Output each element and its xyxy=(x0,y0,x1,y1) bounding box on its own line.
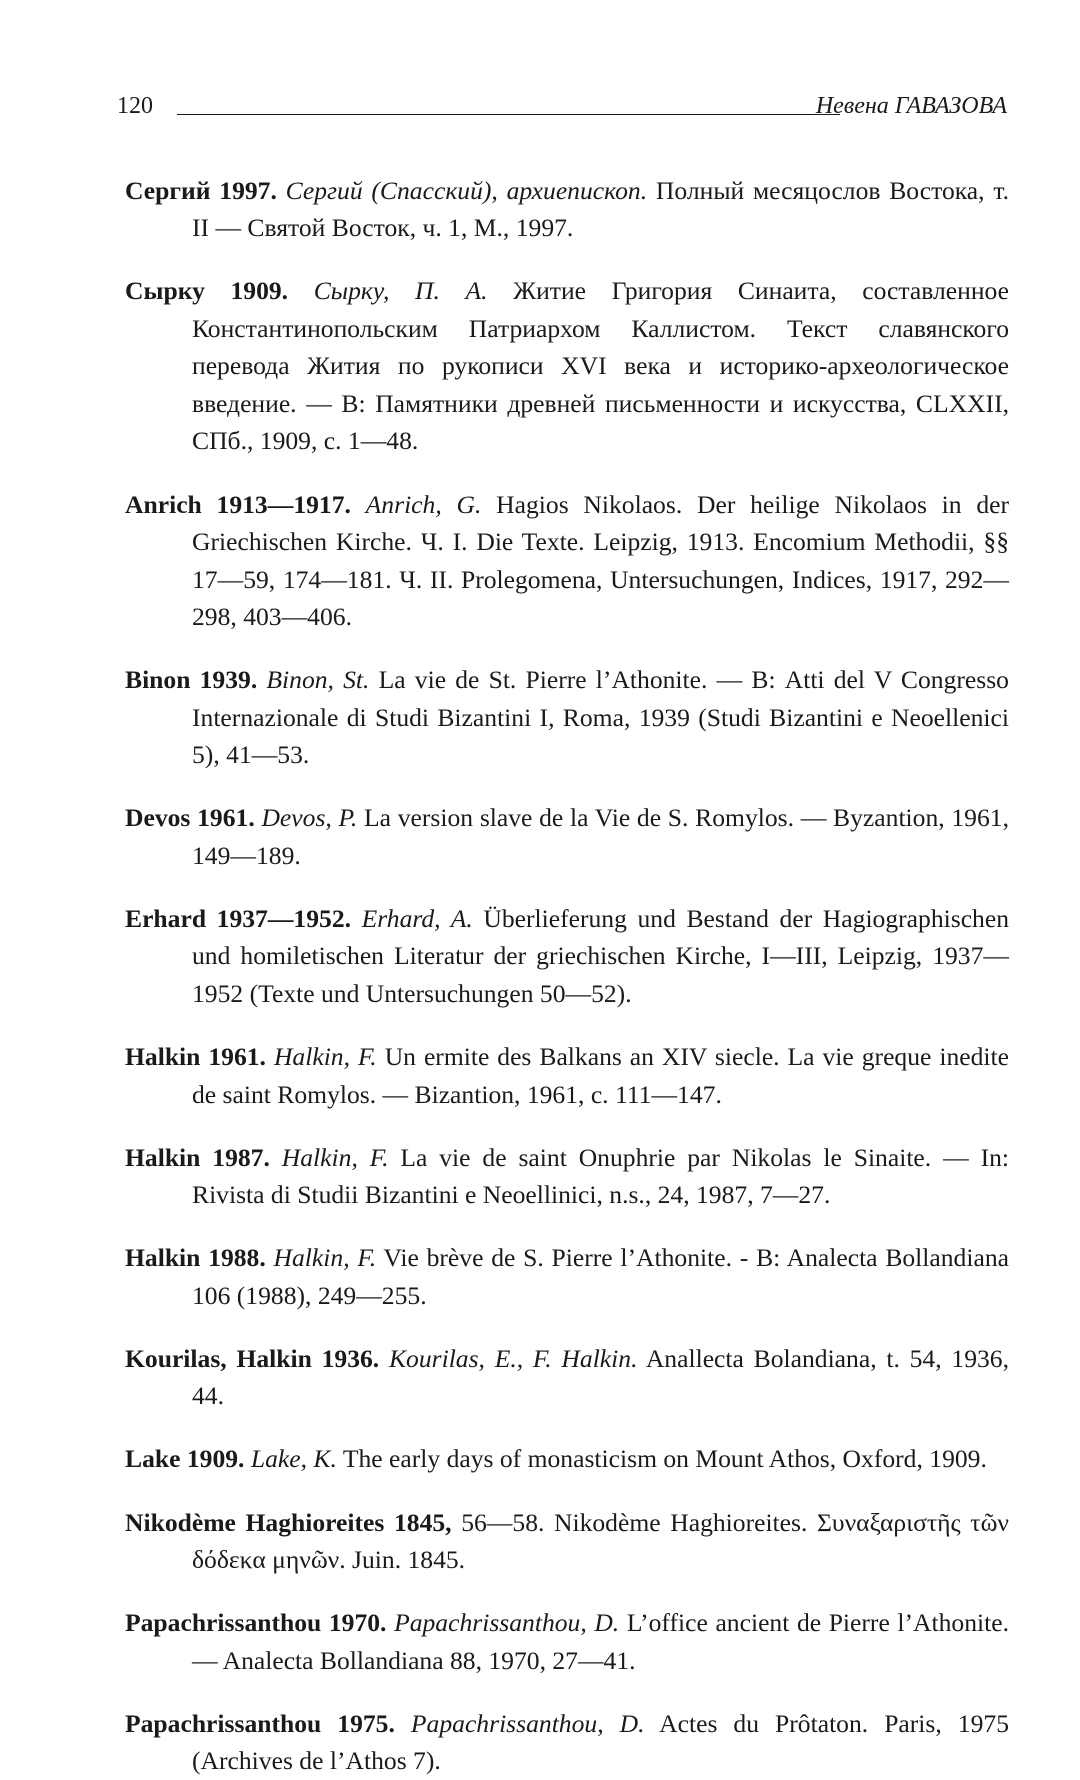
entry-key: Сергий 1997. xyxy=(125,175,277,205)
entry-author: Сергий (Спасский), архиепископ. xyxy=(285,175,648,205)
entry-text: The early days of monasticism on Mount Athos, Oxford, 1909. xyxy=(342,1444,987,1474)
bibliography-entry xyxy=(125,486,1009,636)
bibliography-list xyxy=(125,146,1009,1780)
entry-text: Un ermite des Balkans an XIV siecle. La vie greque inedite de saint Romylos. — Bizantion, 1961, c. 111—147. xyxy=(192,1042,1010,1109)
entry-text: Hagios Nikolaos. Der heilige Nikolaos in der Griechischen Kirche. Ч. I. Die Texte. Leipzig, 1913. Encomium Methodii, §§ 17—59, 174—181. Ч. II. Prolegomena, Untersuchungen, Indices, 1917, 292—298, 403—406. xyxy=(192,489,1010,632)
bibliography-entry xyxy=(125,661,1009,774)
entry-text: La version slave de la Vie de S. Romylos. — Byzantion, 1961, 149—189. xyxy=(192,803,1009,870)
entry-text: 56—58. Nikodème Haghioreites. Συναξαριστῆς τῶν δόδεκα μηνῶν. Juin. 1845. xyxy=(192,1507,1010,1575)
entry-key: Papachrissanthou 1970. xyxy=(125,1608,387,1638)
page-number: 120 xyxy=(117,93,153,119)
bibliography-entry xyxy=(125,172,1009,247)
entry-author: Anrich, G. xyxy=(365,489,482,519)
entry-author: Erhard, A. xyxy=(361,903,473,933)
entry-text: Vie brève de S. Pierre l’Athonite. - B: Analecta Bollandiana 106 (1988), 249—255. xyxy=(192,1243,1009,1310)
bibliography-entry xyxy=(125,1239,1009,1314)
entry-text: Житие Григория Синаита, составленное Константинопольским Патриархом Каллистом. Текст славянского перевода Жития по рукописи XVI века и историко-археологическое введение. — В: Памятники древней письменности и искусства, CLXXII, СПб., 1909, с. 1—48. xyxy=(192,276,1009,456)
entry-text: Überlieferung und Bestand der Hagiographischen und homiletischen Literatur der griechischen Kirche, I—III, Leipzig, 1937—1952 (Texte und Untersuchungen 50—52). xyxy=(192,903,1010,1008)
bibliography-entry xyxy=(125,1038,1009,1113)
bibliography-entry xyxy=(125,900,1009,1013)
entry-key: Сырку 1909. xyxy=(125,276,289,306)
entry-key: Halkin 1961. xyxy=(125,1042,266,1072)
bibliography-entry xyxy=(125,1604,1009,1679)
entry-key: Anrich 1913—1917. xyxy=(125,489,351,519)
header-rule xyxy=(177,114,840,115)
running-head xyxy=(117,88,1007,124)
entry-key: Halkin 1987. xyxy=(125,1142,270,1172)
bibliography-entry xyxy=(125,272,1009,460)
entry-author: Papachrissanthou, D. xyxy=(394,1608,620,1638)
entry-author: Lake, K. xyxy=(250,1444,337,1474)
entry-author: Сырку, П. А. xyxy=(313,276,488,306)
entry-text: La vie de St. Pierre l’Athonite. — В: Atti del V Congresso Internazionale di Studi Bizantini I, Roma, 1939 (Studi Bizantini e Neoellenici 5), 41—53. xyxy=(192,665,1009,770)
entry-text: Actes du Prôtaton. Paris, 1975 (Archives de l’Athos 7). xyxy=(192,1708,1009,1776)
bibliography-entry xyxy=(125,1504,1009,1579)
bibliography-entry xyxy=(125,799,1009,874)
entry-author: Kourilas, E., F. Halkin. xyxy=(388,1343,638,1373)
entry-text: La vie de saint Onuphrie par Nikolas le Sinaite. — In: Rivista di Studii Bizantini e Neoellinici, n.s., 24, 1987, 7—27. xyxy=(192,1142,1009,1210)
entry-author: Papachrissanthou, D. xyxy=(410,1708,645,1738)
entry-text: Полный месяцослов Востока, т. II — Святой Восток, ч. 1, М., 1997. xyxy=(192,175,1009,243)
entry-key: Nikodème Haghioreites 1845, xyxy=(125,1507,452,1537)
entry-author: Halkin, F. xyxy=(281,1142,389,1172)
entry-key: Devos 1961. xyxy=(125,803,255,833)
entry-key: Erhard 1937—1952. xyxy=(125,903,352,933)
entry-key: Halkin 1988. xyxy=(125,1243,266,1273)
entry-author: Halkin, F. xyxy=(273,1243,377,1273)
entry-key: Kourilas, Halkin 1936. xyxy=(125,1343,380,1373)
entry-key: Papachrissanthou 1975. xyxy=(125,1708,395,1738)
entry-key: Lake 1909. xyxy=(125,1444,245,1474)
entry-text: L’office ancient de Pierre l’Athonite. — Analecta Bollandiana 88, 1970, 27—41. xyxy=(192,1608,1010,1675)
entry-key: Binon 1939. xyxy=(125,665,258,695)
bibliography-entry xyxy=(125,1440,1009,1478)
entry-author: Devos, P. xyxy=(261,803,358,833)
bibliography-entry xyxy=(125,1705,1009,1780)
running-head-author: Невена ГАВАЗОВА xyxy=(815,93,1007,119)
entry-author: Halkin, F. xyxy=(273,1042,377,1072)
entry-text: Anallecta Bolandiana, t. 54, 1936, 44. xyxy=(192,1343,1009,1411)
bibliography-entry xyxy=(125,1139,1009,1214)
bibliography-entry xyxy=(125,1340,1009,1415)
entry-author: Binon, St. xyxy=(266,665,370,695)
